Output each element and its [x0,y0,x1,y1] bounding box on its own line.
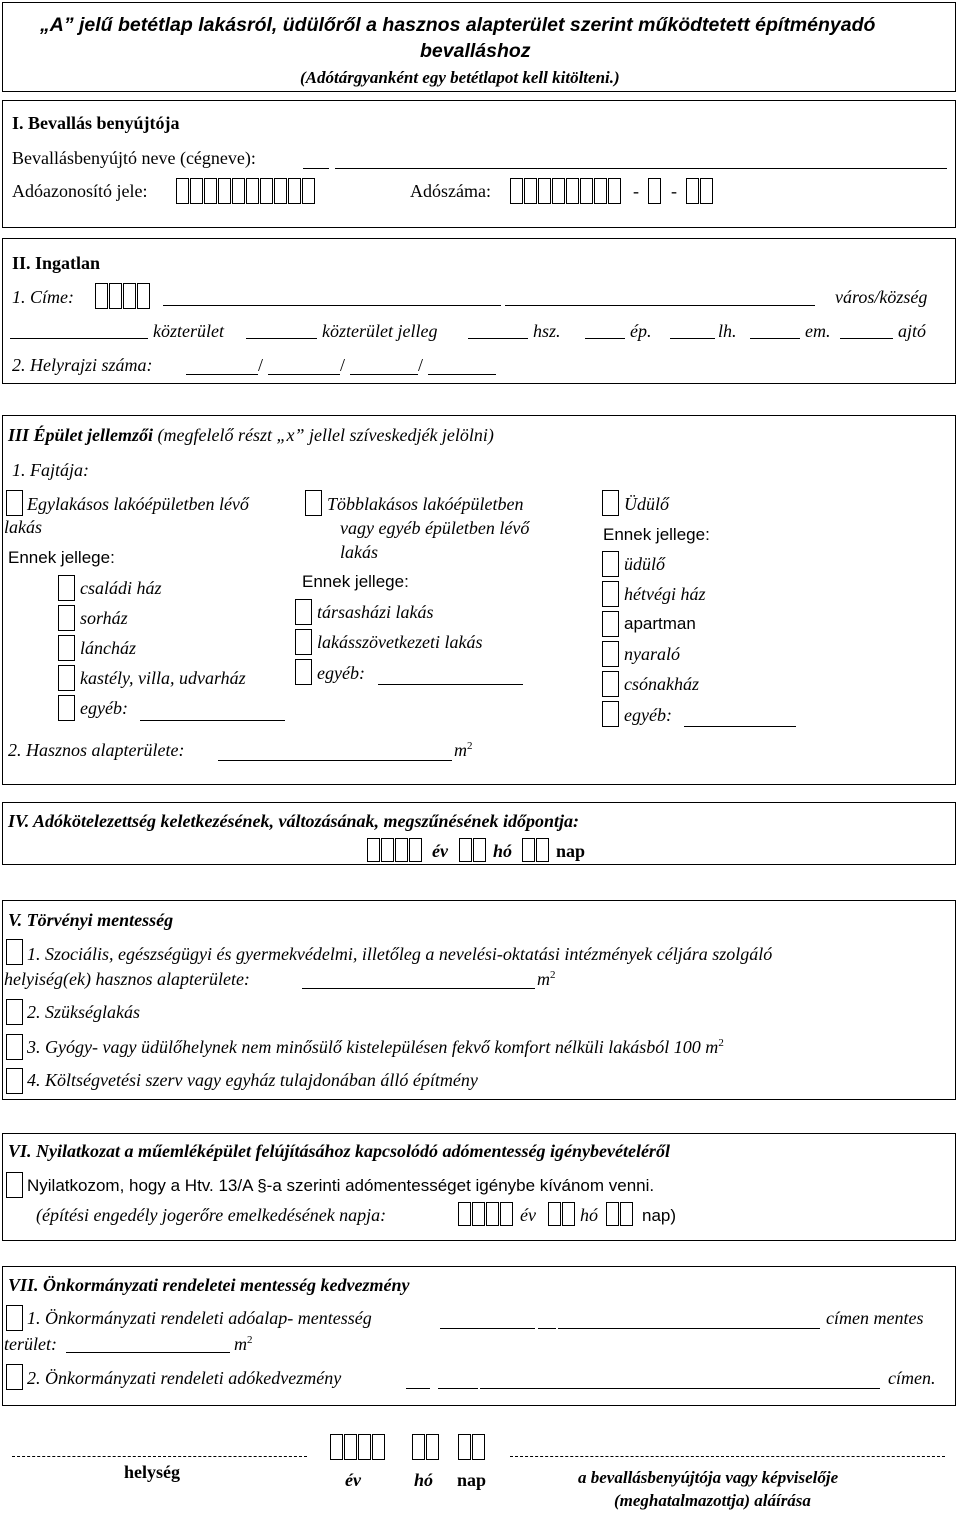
public-body-checkbox[interactable] [6,1068,23,1094]
exempt-area-unit-sup: 2 [247,1334,253,1346]
signature-year-label: év [345,1470,361,1490]
obligation-month-label: hó [493,841,513,861]
local-discount-checkbox[interactable] [6,1364,23,1390]
social-area-field[interactable] [302,988,535,989]
city-field-2[interactable] [505,305,815,306]
signature-label: a bevallásbenyújtója vagy képviselője [578,1468,839,1487]
castle-villa-label: kastély, villa, udvarház [80,668,246,688]
signature-month-label: hó [414,1470,434,1490]
weekend-house-label: hétvégi ház [624,584,706,604]
building-field[interactable] [585,338,625,339]
permit-year-cells[interactable] [458,1202,514,1226]
postal-code-cells[interactable] [95,283,151,309]
signature-field[interactable] [510,1456,945,1457]
multi-dwelling-title-3: lakás [340,542,378,562]
local-discount-label: 2. Önkormányzati rendeleti adókedvezmény [27,1368,342,1388]
section-3-title: III Épület jellemzői [8,425,154,445]
holiday-home-title: Üdülő [624,494,669,514]
street-field[interactable] [10,338,93,339]
useful-area-unit-sup: 2 [467,740,473,752]
tax-number-dash-1: - [633,181,639,201]
building-type-label: 1. Fajtája: [12,460,89,480]
street-type-label: közterület jelleg [322,321,438,341]
single-dwelling-title: Egylakásos lakóépületben lévő [27,494,249,514]
family-house-label: családi ház [80,578,162,598]
floor-label: em. [805,321,831,341]
useful-area-unit [454,740,473,761]
section-1-heading: I. Bevallás benyújtója [12,113,180,133]
obligation-year-cells[interactable] [367,838,423,862]
social-area-unit [537,969,556,990]
tax-number-cells[interactable] [510,178,622,204]
weekend-house-checkbox[interactable] [602,581,619,607]
holiday-other-checkbox[interactable] [602,701,619,727]
building-label: ép. [630,321,652,341]
signature-month-cells[interactable] [412,1434,440,1460]
place-label: helység [124,1462,180,1482]
resort-checkbox[interactable] [602,551,619,577]
holiday-other-field[interactable] [684,726,796,727]
obligation-day-label: nap [556,841,586,861]
place-field[interactable] [12,1456,307,1457]
local-base-exemption-field-3[interactable] [558,1328,820,1329]
multi-nature-label: Ennek jellege: [302,572,409,591]
parcel-label: 2. Helyrajzi száma: [12,355,153,375]
form-note: (Adótárgyanként egy betétlapot kell kitölteni.) [300,68,620,87]
street-type-field[interactable] [246,338,317,339]
no-comfort-label [27,1037,724,1058]
section-3-note: (megfelelő részt „x” jellel szíveskedjék jelölni) [153,425,494,445]
exempt-area-unit-m: m [234,1334,247,1354]
single-other-checkbox[interactable] [58,695,75,721]
multi-dwelling-checkbox[interactable] [305,490,322,516]
tax-id-label: Adóazonosító jele: [12,181,148,201]
parcel-slash-2: / [340,355,346,375]
tax-number-county-cells[interactable] [686,178,714,204]
chain-house-label: láncház [80,638,136,658]
holiday-home-checkbox[interactable] [602,490,619,516]
useful-area-field[interactable] [218,760,452,761]
city-field[interactable] [163,305,501,306]
exempt-area-label: terület: [4,1334,57,1354]
form-title-line2: bevalláshoz [420,40,531,62]
monument-declaration-checkbox[interactable] [6,1172,23,1198]
single-other-label: egyéb: [80,698,128,718]
parcel-slash-1: / [258,355,264,375]
multi-other-label: egyéb: [317,663,365,683]
condominium-checkbox[interactable] [295,599,312,625]
street-field-2[interactable] [93,338,148,339]
boathouse-label: csónakház [624,674,699,694]
summer-house-checkbox[interactable] [602,641,619,667]
section-7-heading: VII. Önkormányzati rendeletei mentesség kedvezmény [8,1275,410,1295]
signature-label-2: (meghatalmazottja) aláírása [614,1491,811,1510]
house-number-label: hsz. [533,321,561,341]
obligation-day-cells[interactable] [522,838,550,862]
multi-other-checkbox[interactable] [295,659,312,685]
single-dwelling-title-2: lakás [4,517,42,537]
form-title: „A” jelű betétlap lakásról, üdülőről a hasznos alapterület szerint működtetett építményadó [40,14,876,36]
obligation-month-cells[interactable] [459,838,487,862]
social-exemption-label-2: helyiség(ek) hasznos alapterülete: [4,969,250,989]
filer-name-field-2[interactable] [335,168,947,169]
apartment-label: apartman [624,614,696,633]
cooperative-label: lakásszövetkezeti lakás [317,632,483,652]
tax-number-dash-2: - [671,181,677,201]
social-area-unit-m: m [537,969,550,989]
door-label: ajtó [898,321,927,341]
filer-name-label: Bevallásbenyújtó neve (cégneve): [12,148,256,168]
monument-declaration-label: Nyilatkozom, hogy a Htv. 13/A §-a szerinti adómentességet igénybe kívánom venni. [27,1176,655,1195]
parcel-field-1[interactable] [186,374,258,375]
family-house-checkbox[interactable] [58,575,75,601]
door-field[interactable] [840,338,893,339]
local-base-exemption-field[interactable] [440,1328,535,1329]
resort-label: üdülő [624,554,666,574]
multi-dwelling-title-2: vagy egyéb épületben lévő [340,518,530,538]
local-discount-field[interactable] [406,1388,430,1389]
emergency-housing-checkbox[interactable] [6,999,23,1025]
apartment-checkbox[interactable] [602,611,619,637]
parcel-slash-3: / [418,355,424,375]
permit-month-label: hó [580,1205,598,1225]
tax-number-label: Adószáma: [410,181,491,201]
exempt-area-field[interactable] [66,1352,230,1353]
permit-day-label: nap) [642,1206,677,1225]
street-label: közterület [153,321,224,341]
floor-field[interactable] [750,338,800,339]
condominium-label: társasházi lakás [317,602,434,622]
single-other-field[interactable] [140,720,285,721]
public-body-label: 4. Költségvetési szerv vagy egyház tulajdonában álló építmény [27,1070,478,1090]
holiday-nature-label: Ennek jellege: [603,525,710,544]
single-nature-label: Ennek jellege: [8,548,115,567]
section-3-box [2,415,956,785]
no-comfort-sup: 2 [718,1037,724,1049]
social-exemption-checkbox[interactable] [6,939,23,965]
local-discount-field-2[interactable] [438,1388,478,1389]
exempt-area-unit [234,1334,253,1355]
local-base-exemption-field-2[interactable] [538,1328,556,1329]
emergency-housing-label: 2. Szükséglakás [27,1002,140,1022]
local-base-exemption-label: 1. Önkormányzati rendeleti adóalap- mentesség [27,1308,372,1328]
staircase-field[interactable] [670,338,715,339]
permit-year-label: év [520,1205,536,1225]
local-discount-suffix: címen. [888,1368,936,1388]
holiday-other-label: egyéb: [624,705,672,725]
multi-dwelling-title: Többlakásos lakóépületben [327,494,524,514]
obligation-year-label: év [432,841,448,861]
city-label: város/község [835,287,928,307]
useful-area-unit-m: m [454,740,467,760]
parcel-field-2[interactable] [268,374,340,375]
local-base-exemption-suffix: címen mentes [826,1308,924,1328]
address-label: 1. Címe: [12,287,74,307]
section-5-heading: V. Törvényi mentesség [8,910,174,930]
no-comfort-checkbox[interactable] [6,1034,23,1060]
row-house-checkbox[interactable] [58,605,75,631]
useful-area-label: 2. Hasznos alapterülete: [8,740,185,760]
castle-villa-checkbox[interactable] [58,665,75,691]
tax-id-cells[interactable] [176,178,316,204]
cooperative-checkbox[interactable] [295,629,312,655]
multi-other-field[interactable] [378,684,523,685]
section-2-heading: II. Ingatlan [12,253,101,273]
signature-day-cells[interactable] [458,1434,486,1460]
signature-day-label: nap [457,1470,487,1490]
signature-year-cells[interactable] [330,1434,386,1460]
parcel-field-4[interactable] [428,374,496,375]
single-dwelling-checkbox[interactable] [6,490,23,516]
social-area-unit-sup: 2 [550,969,556,981]
section-3-heading [8,425,494,446]
social-exemption-label: 1. Szociális, egészségügyi és gyermekvédelmi, illetőleg a nevelési-oktatási intézmények céljára szolgáló [27,944,773,964]
parcel-field-3[interactable] [350,374,418,375]
permit-month-cells[interactable] [548,1202,576,1226]
filer-name-field[interactable] [303,168,329,169]
no-comfort-text: 3. Gyógy- vagy üdülőhelynek nem minősülő kistelepülésen fekvő komfort nélküli lakásból 100 m [27,1037,719,1057]
permit-date-label: (építési engedély jogerőre emelkedésének napja: [36,1205,387,1225]
house-number-field[interactable] [468,338,528,339]
row-house-label: sorház [80,608,128,628]
tax-number-vat-cell[interactable] [648,178,662,204]
local-discount-field-3[interactable] [480,1388,880,1389]
section-6-heading: VI. Nyilatkozat a műemléképület felújításához kapcsolódó adómentesség igénybevételéről [8,1141,670,1161]
boathouse-checkbox[interactable] [602,671,619,697]
summer-house-label: nyaraló [624,644,680,664]
permit-day-cells[interactable] [606,1202,634,1226]
chain-house-checkbox[interactable] [58,635,75,661]
staircase-label: lh. [718,321,737,341]
section-4-heading: IV. Adókötelezettség keletkezésének, változásának, megszűnésének időpontja: [8,811,579,831]
local-base-exemption-checkbox[interactable] [6,1305,23,1331]
